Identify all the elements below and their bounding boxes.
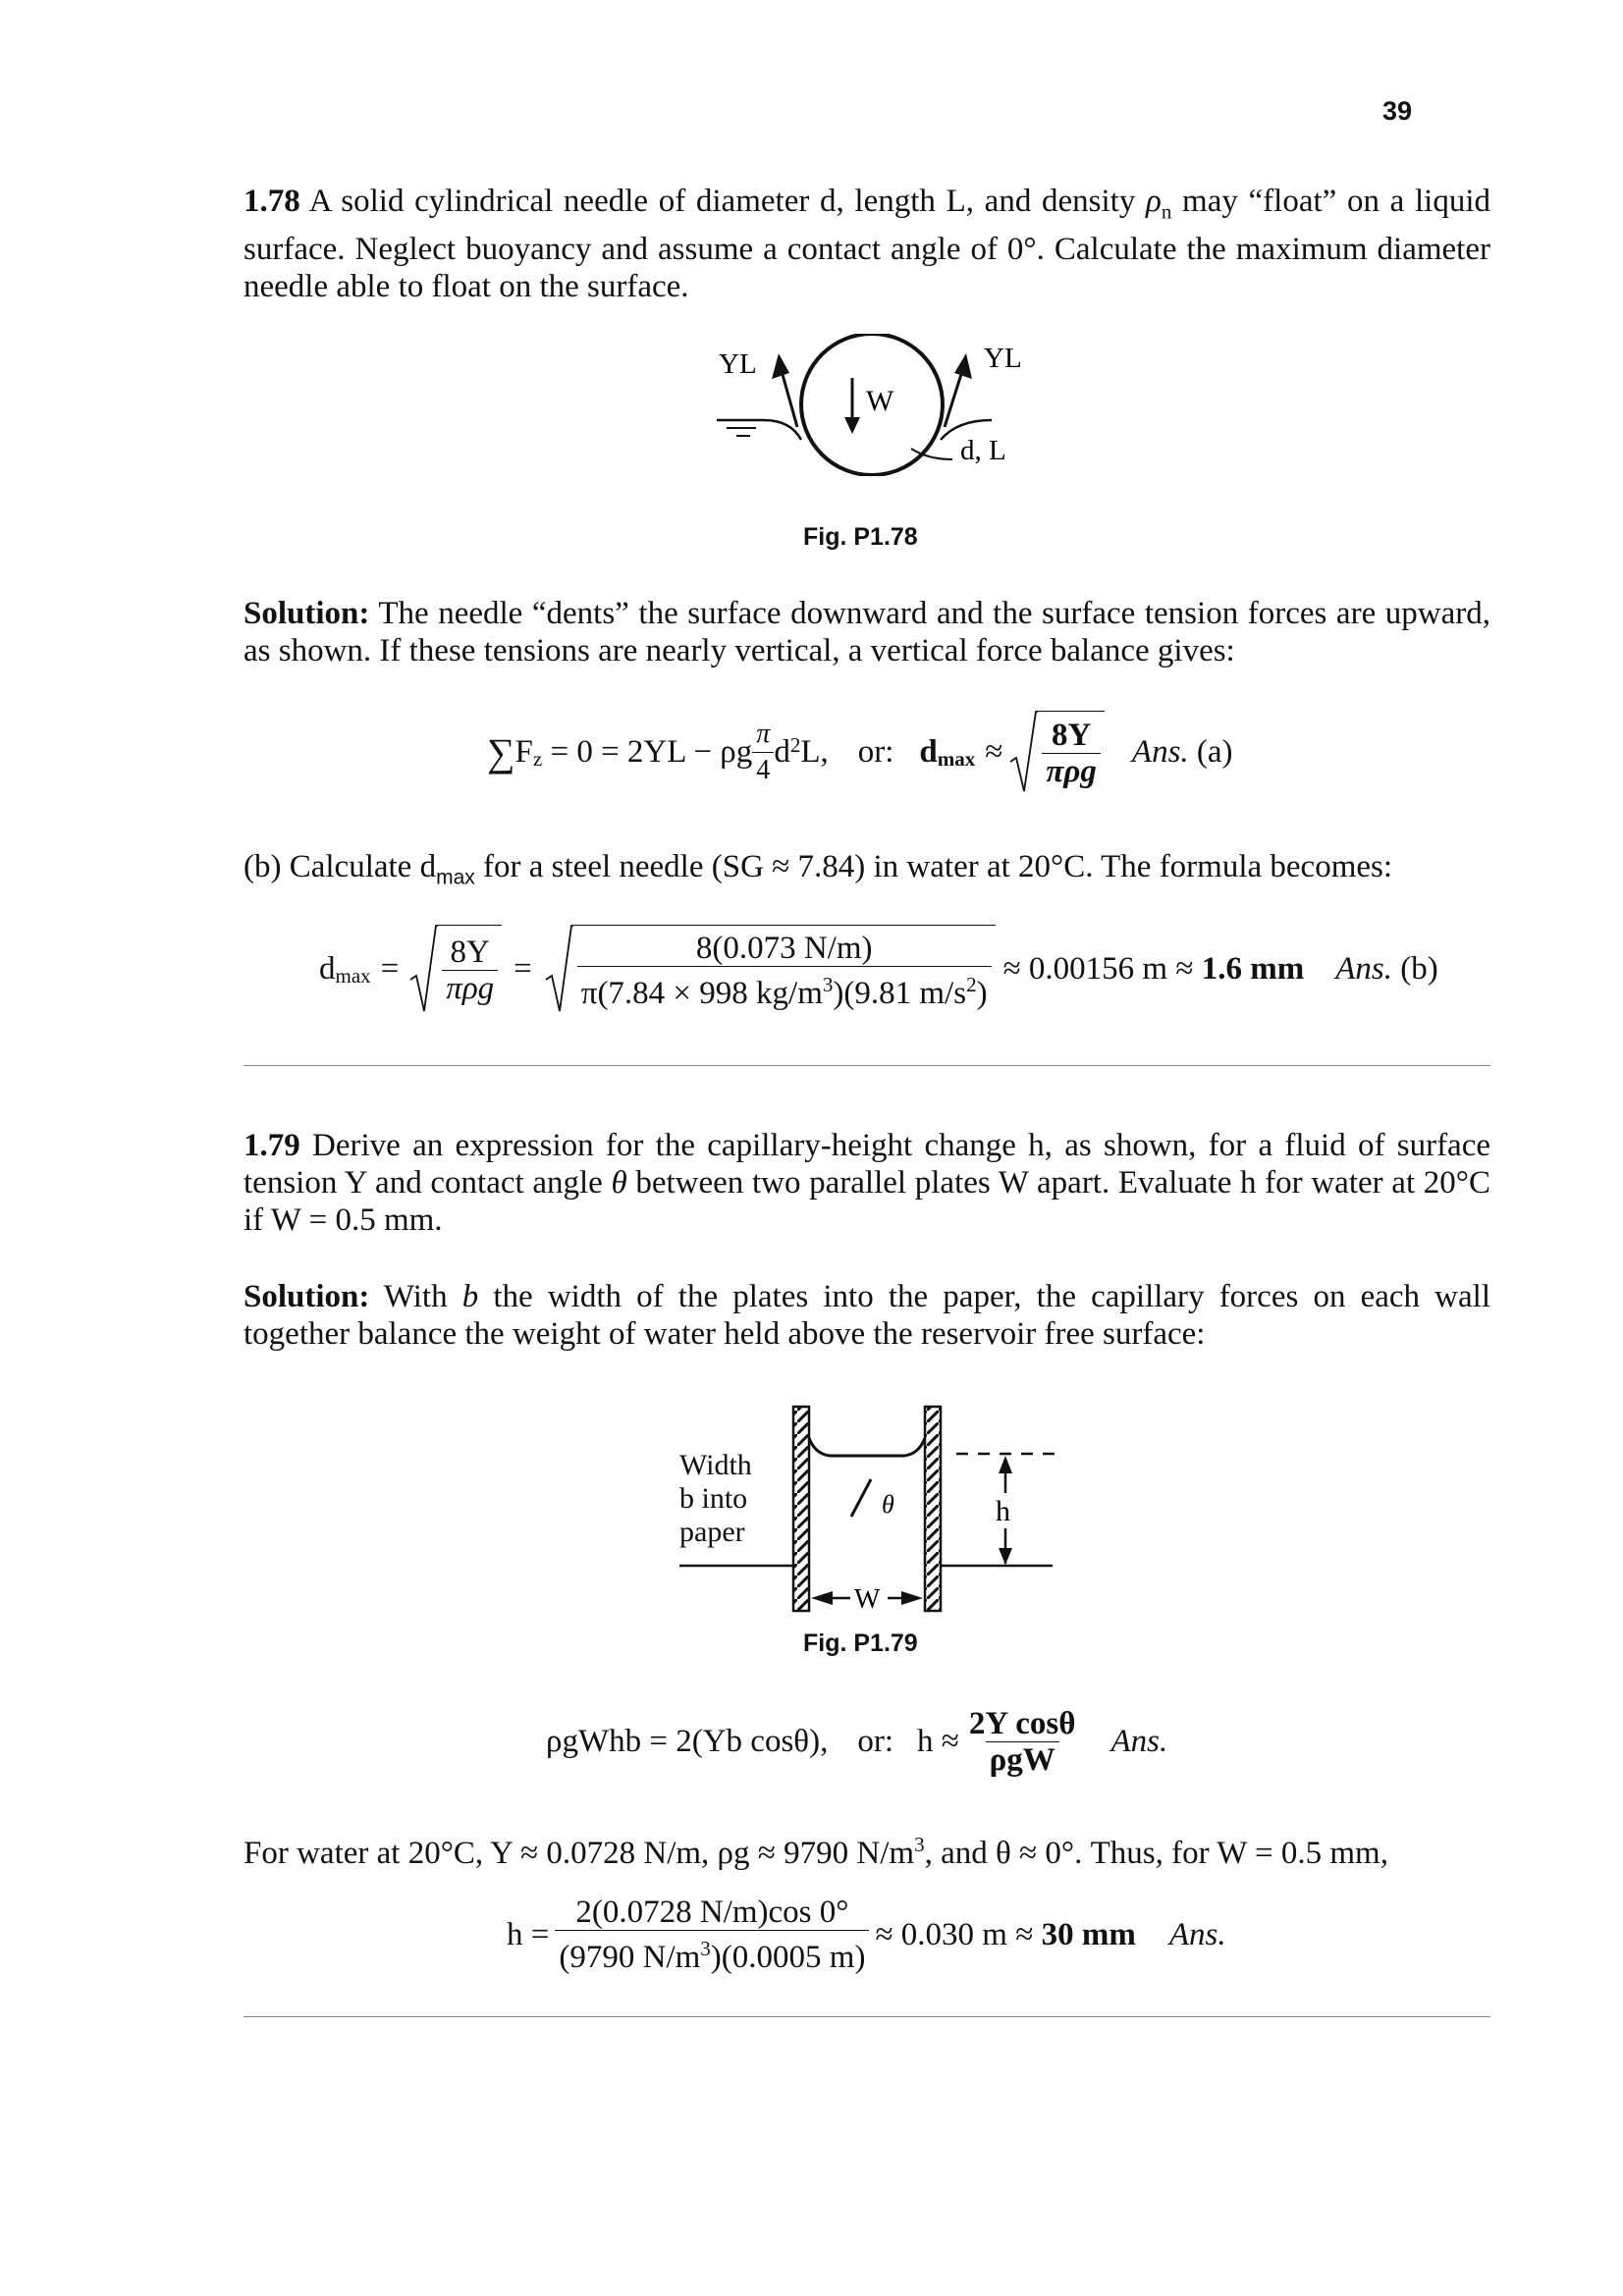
page-number: 39 — [1382, 96, 1413, 126]
eq-text: = — [380, 950, 400, 987]
eq-text: L, — [800, 733, 829, 770]
solution-label: Solution: — [243, 596, 370, 631]
eq-num: 8Y — [450, 934, 490, 970]
eq-den — [577, 966, 992, 1011]
fraction — [965, 1706, 1080, 1778]
fraction — [577, 931, 992, 1011]
section-divider — [243, 2016, 1490, 2017]
weight-arrow-head — [844, 417, 860, 434]
ans-label: Ans. — [1168, 1916, 1226, 1952]
rho-symbol: ρ — [1146, 184, 1162, 219]
pi-over-4 — [752, 717, 774, 788]
sqrt-expression-1 — [408, 925, 502, 1013]
sqrt-radicand — [1038, 711, 1105, 793]
part-b-sub: max — [436, 866, 475, 889]
eq-num: 8(0.073 N/m) — [695, 930, 873, 966]
statement-text: Derive an expression for the capillary-height change h, as shown, for a fluid of surface tension Y and contact angle — [243, 1128, 1490, 1201]
eq-text: ) — [976, 975, 988, 1011]
eq-text: π(7.84 × 998 kg/m — [580, 975, 823, 1011]
tension-arrowhead-right — [954, 353, 972, 379]
eq-sup: 3 — [700, 1937, 711, 1960]
radical-sign — [544, 925, 573, 1013]
tension-arrow-left — [782, 371, 797, 427]
problem-number: 1.79 — [243, 1128, 300, 1163]
sum-symbol: ∑ — [487, 729, 515, 774]
left-plate — [793, 1407, 809, 1611]
ans-tag: (a) — [1188, 733, 1233, 770]
sqrt-expression — [1008, 711, 1105, 793]
equation-c — [546, 1706, 1167, 1778]
figure-caption: Fig. P1.78 — [803, 523, 918, 551]
h-arrowhead-down — [999, 1548, 1012, 1565]
solution-label: Solution: — [243, 1279, 370, 1314]
width-label-line: Width — [679, 1449, 752, 1481]
equation-b — [319, 925, 1438, 1013]
yl-left-label: YL — [719, 348, 757, 380]
eq-den: πρg — [442, 970, 498, 1006]
contact-angle-line — [851, 1479, 871, 1517]
eq-sup: 2 — [789, 732, 801, 757]
eq-sub: z — [532, 746, 543, 771]
eq-text: )(0.0005 m) — [710, 1940, 866, 1975]
yl-right-label: YL — [984, 343, 1022, 374]
equation-a — [487, 711, 1233, 793]
width-into-paper-label — [679, 1449, 752, 1549]
h-arrowhead-up — [999, 1456, 1012, 1473]
raised-meniscus — [809, 1438, 925, 1456]
solution-italic: b — [461, 1279, 479, 1314]
tension-arrow-right — [945, 371, 962, 427]
statement-text: may “float” on a liquid surface. Neglect buoyancy and assume a contact angle of 0°. Calculate the maximum diameter needle able to float on the surface. — [243, 184, 1490, 304]
problem-number: 1.78 — [243, 184, 300, 219]
right-plate — [925, 1407, 941, 1611]
problem-1-78-statement — [243, 183, 1490, 305]
eq-num: 8Y — [1051, 718, 1092, 753]
figure-caption: Fig. P1.79 — [803, 1629, 918, 1657]
eq-den: 4 — [752, 752, 774, 788]
eq-sup: 3 — [822, 972, 834, 996]
sqrt-radicand — [438, 925, 502, 1013]
eq-den — [555, 1930, 869, 1975]
eq-sup: 2 — [966, 972, 977, 996]
dl-label: d, L — [960, 435, 1006, 466]
fraction — [442, 934, 498, 1006]
eq-result: ≈ 0.030 m ≈ — [875, 1916, 1042, 1952]
statement-text: A solid cylindrical needle of diameter d, length L, and density — [299, 184, 1147, 219]
solution-1-78 — [243, 595, 1490, 669]
solution-1-79 — [243, 1278, 1490, 1353]
eq-num: π — [756, 718, 771, 749]
eq-text: (9790 N/m — [559, 1940, 701, 1975]
part-b-text-a: (b) Calculate d — [243, 849, 437, 884]
theta-symbol: θ — [611, 1165, 627, 1201]
water-text-b: , and θ ≈ 0°. Thus, for W = 0.5 mm, — [924, 1836, 1388, 1871]
part-b-text-b: for a steel needle (SG ≈ 7.84) in water at 20°C. The formula becomes: — [474, 849, 1393, 884]
eq-text: = 0 = 2YL − ρg — [542, 733, 753, 770]
eq-text: F — [514, 733, 533, 770]
sqrt-radicand — [573, 925, 996, 1013]
h-label: h — [996, 1495, 1010, 1527]
ans-label: Ans. — [1131, 733, 1189, 770]
width-label-line: paper — [679, 1516, 745, 1548]
water-text-a: For water at 20°C, Y ≈ 0.0728 N/m, ρg ≈ 9790 N/m — [243, 1836, 915, 1871]
water-values-text — [243, 1826, 1490, 1872]
sqrt-expression-2 — [544, 925, 996, 1013]
w-arrowhead-left — [811, 1591, 833, 1605]
ans-tag: (b) — [1391, 950, 1438, 987]
solution-text: The needle “dents” the surface downward and the surface tension forces are upward, as shown. If these tensions are nearly vertical, a vertical force balance gives: — [243, 596, 1490, 668]
eq-sub: max — [937, 746, 976, 771]
eq-text: h = — [507, 1916, 550, 1952]
eq-text: d — [774, 733, 790, 770]
part-b-text — [243, 848, 1490, 897]
w-arrowhead-right — [901, 1591, 923, 1605]
eq-den: ρgW — [986, 1741, 1059, 1778]
eq-num: 2Y cosθ — [968, 1706, 1076, 1741]
fraction — [1042, 718, 1101, 789]
solution-text: With — [369, 1279, 462, 1314]
w-label: W — [854, 1584, 881, 1613]
eq-text: d — [919, 733, 938, 770]
water-sup: 3 — [914, 1833, 925, 1856]
solution-text: the width of the plates into the paper, the capillary forces on each wall together balance the weight of water held above the reservoir free surface: — [243, 1279, 1490, 1352]
theta-label: θ — [882, 1490, 894, 1519]
radical-sign — [1008, 711, 1038, 793]
eq-text: = — [514, 950, 532, 987]
width-label-line: b into — [679, 1482, 748, 1515]
eq-or: or: — [857, 1724, 894, 1759]
ans-label: Ans. — [1110, 1724, 1168, 1759]
section-divider — [243, 1065, 1490, 1066]
eq-text: d — [319, 950, 336, 987]
weight-label: W — [866, 385, 894, 417]
eq-result-bold: 30 mm — [1041, 1916, 1136, 1952]
eq-text: ≈ — [985, 733, 1003, 770]
figure-p1-78 — [707, 334, 1041, 476]
rho-subscript: n — [1161, 199, 1172, 224]
ans-label: Ans. — [1335, 950, 1392, 987]
problem-1-79-statement — [243, 1127, 1490, 1239]
eq-num: 2(0.0728 N/m)cos 0° — [575, 1895, 849, 1930]
eq-text: )(9.81 m/s — [833, 975, 967, 1011]
eq-text: h ≈ — [917, 1724, 959, 1759]
radical-sign — [408, 925, 438, 1013]
eq-sub: max — [335, 963, 371, 988]
fraction — [555, 1895, 869, 1975]
equation-d — [507, 1895, 1226, 1975]
eq-result: ≈ 0.00156 m ≈ — [1002, 950, 1202, 987]
eq-result-bold: 1.6 mm — [1201, 950, 1305, 987]
eq-den: πρg — [1042, 753, 1101, 789]
eq-or: or: — [857, 733, 894, 770]
tension-arrowhead-left — [772, 353, 789, 379]
eq-text: ρgWhb = 2(Yb cosθ), — [546, 1724, 829, 1759]
statement-text: between two parallel plates W apart. Evaluate h for water at 20°C if W = 0.5 mm. — [243, 1165, 1490, 1238]
